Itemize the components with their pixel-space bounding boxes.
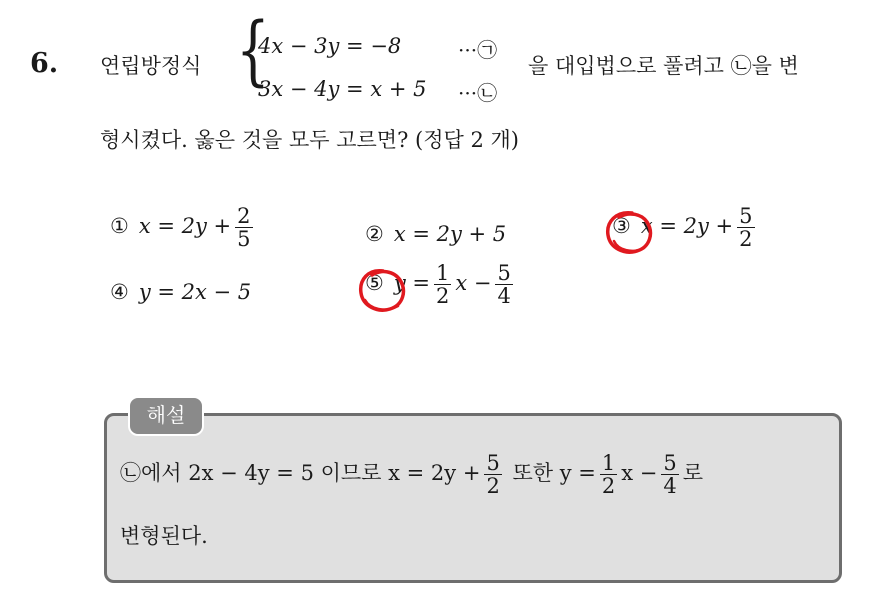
question-stem-prefix: 연립방정식 [100,54,202,78]
explanation-label: 해설 [128,396,204,436]
equation-tag-1: ···㉠ [458,38,498,62]
fraction-numerator: 1 [601,451,616,475]
option-text: x = 2y + 5 [393,222,507,246]
option-2[interactable] [365,222,506,246]
explanation-text: ㉡에서 2x − 4y = 5 이므로 x = 2y + [120,461,481,486]
option-marker: ⑤ [365,271,384,296]
question-stem-line2: 형시켰다. 옳은 것을 모두 고르면? (정답 2 개) [100,128,519,152]
explanation-line-2: 변형된다. [120,524,208,548]
question-stem-suffix: 을 대입법으로 풀려고 ㉡을 변 [528,54,799,78]
fraction-denominator: 2 [601,474,616,499]
option-3[interactable] [612,205,759,250]
explanation-line-1 [120,452,703,497]
fraction-denominator: 2 [739,227,753,252]
fraction-denominator: 5 [237,227,251,252]
option-5[interactable] [365,262,517,307]
equation-2: 3x − 4y = x + 5 [258,77,427,101]
option-lhs: y = [393,271,430,296]
option-lhs: x = 2y + [640,214,734,239]
fraction [737,205,754,250]
fraction [600,452,617,497]
option-marker: ① [110,214,129,239]
option-lhs: x = 2y + [138,214,232,239]
option-text: y = 2x − 5 [138,280,252,304]
option-marker: ② [365,222,384,246]
fraction-numerator: 5 [663,451,677,475]
question-number: 6. [30,48,59,79]
option-1[interactable] [110,205,257,250]
fraction-numerator: 5 [497,261,511,285]
explanation-text: x − [621,461,658,486]
fraction-numerator: 1 [435,261,450,285]
system-brace: { [236,5,270,94]
explanation-text: 로 [682,461,704,486]
fraction-denominator: 4 [663,474,677,499]
explanation-text: 또한 y = [512,461,596,486]
fraction [495,262,512,307]
fraction-numerator: 2 [237,204,251,228]
option-mid: x − [455,271,492,296]
option-marker: ③ [612,214,631,239]
fraction-denominator: 2 [435,284,450,309]
fraction [484,452,501,497]
fraction [235,205,252,250]
equation-1: 4x − 3y = −8 [258,34,402,58]
option-marker: ④ [110,280,129,304]
explanation-box [104,413,842,583]
fraction-denominator: 2 [486,474,500,499]
option-4[interactable] [110,280,251,304]
fraction [661,452,678,497]
equation-tag-2: ···㉡ [458,81,498,105]
fraction-numerator: 5 [739,204,753,228]
fraction-denominator: 4 [497,284,511,309]
fraction-numerator: 5 [486,451,500,475]
fraction [434,262,451,307]
